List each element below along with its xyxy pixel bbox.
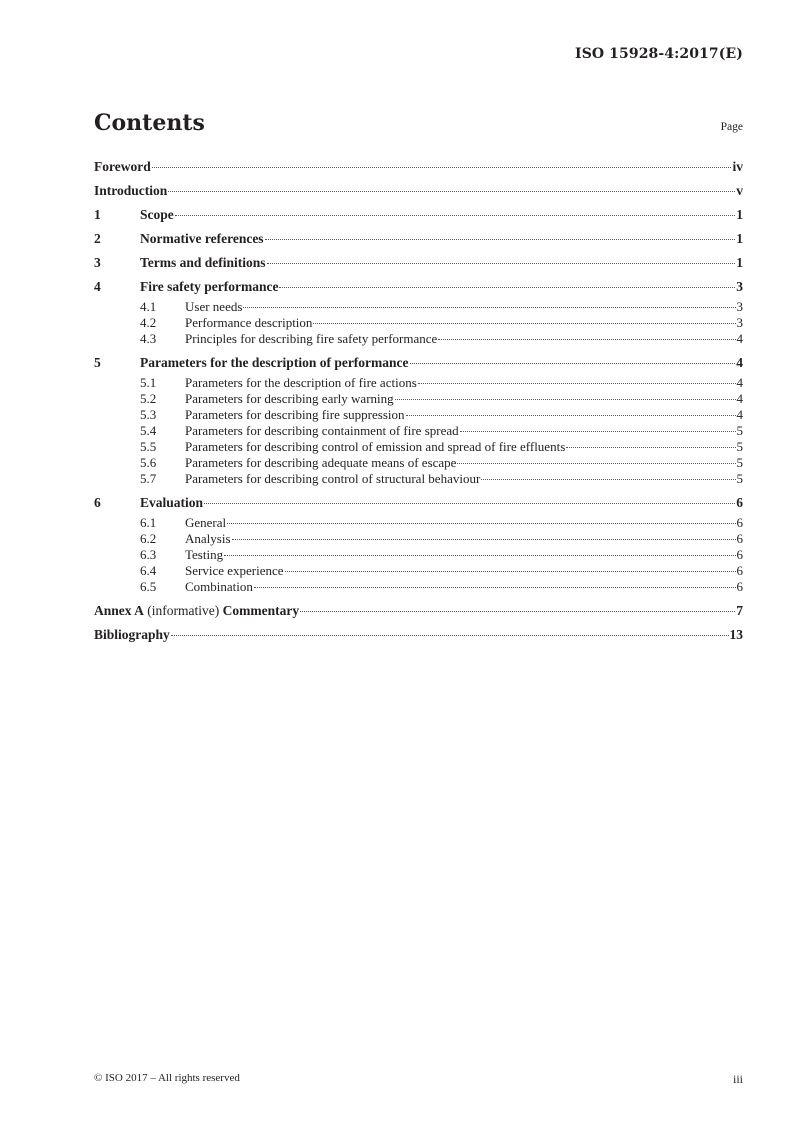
leader-dots bbox=[168, 191, 735, 192]
toc-subentry[interactable] bbox=[94, 515, 743, 531]
title-row bbox=[94, 110, 743, 136]
toc-title: Parameters for the description of fire actions bbox=[185, 375, 417, 390]
leader-dots bbox=[300, 611, 735, 612]
toc-number: 1 bbox=[94, 207, 101, 222]
toc-page: 1 bbox=[736, 231, 743, 246]
leader-dots bbox=[279, 287, 735, 288]
leader-dots bbox=[566, 447, 735, 448]
toc-title: Testing bbox=[185, 547, 224, 562]
toc-page: 6 bbox=[736, 531, 743, 546]
toc-number: 5.4 bbox=[140, 423, 157, 438]
toc-subentry[interactable] bbox=[94, 439, 743, 455]
toc-page: 1 bbox=[736, 207, 743, 222]
toc-page: 3 bbox=[736, 315, 743, 330]
toc-page: 13 bbox=[729, 627, 743, 642]
leader-dots bbox=[410, 363, 736, 364]
toc-page: 4 bbox=[736, 331, 743, 346]
toc-page: 5 bbox=[736, 439, 743, 454]
toc-page: iv bbox=[732, 159, 743, 174]
toc-title: User needs bbox=[185, 299, 243, 314]
leader-dots bbox=[395, 399, 736, 400]
toc-subentry[interactable] bbox=[94, 423, 743, 439]
toc-page: 6 bbox=[736, 579, 743, 594]
toc-subentry[interactable] bbox=[94, 407, 743, 423]
page-title: Contents bbox=[94, 110, 205, 136]
leader-dots bbox=[285, 571, 736, 572]
toc-entry-introduction[interactable] bbox=[94, 179, 743, 203]
toc-subentry[interactable] bbox=[94, 331, 743, 347]
toc-title: Scope bbox=[140, 207, 174, 222]
leader-dots bbox=[175, 215, 736, 216]
toc-number: 5.3 bbox=[140, 407, 157, 422]
toc-title: Foreword bbox=[94, 159, 151, 174]
toc-title: Principles for describing fire safety performance bbox=[185, 331, 438, 346]
toc-number: 4 bbox=[94, 279, 101, 294]
toc-subentry[interactable] bbox=[94, 315, 743, 331]
toc-title: Bibliography bbox=[94, 627, 170, 642]
toc-number: 4.1 bbox=[140, 299, 157, 314]
copyright-notice: © ISO 2017 – All rights reserved bbox=[94, 1072, 240, 1084]
toc-entry-parameters[interactable] bbox=[94, 351, 743, 375]
leader-dots bbox=[243, 307, 735, 308]
toc-title: Parameters for the description of performance bbox=[140, 355, 409, 370]
toc-page: v bbox=[736, 183, 743, 198]
leader-dots bbox=[227, 523, 735, 524]
toc-title: Terms and definitions bbox=[140, 255, 266, 270]
toc-page: 6 bbox=[736, 515, 743, 530]
toc-entry-fire-safety-performance[interactable] bbox=[94, 275, 743, 299]
toc-title: Fire safety performance bbox=[140, 279, 279, 294]
toc-page: 4 bbox=[736, 375, 743, 390]
leader-dots bbox=[152, 167, 732, 168]
leader-dots bbox=[418, 383, 736, 384]
toc-title: Parameters for describing control of structural behaviour bbox=[185, 471, 481, 486]
toc-number: 6.2 bbox=[140, 531, 157, 546]
toc-number: 5.1 bbox=[140, 375, 157, 390]
toc-subentry[interactable] bbox=[94, 455, 743, 471]
toc-page: 5 bbox=[736, 423, 743, 438]
toc-page: 6 bbox=[736, 547, 743, 562]
leader-dots bbox=[254, 587, 736, 588]
toc-page: 4 bbox=[736, 355, 743, 370]
toc-subentry[interactable] bbox=[94, 299, 743, 315]
toc-title: Combination bbox=[185, 579, 253, 594]
toc-title: Service experience bbox=[185, 563, 284, 578]
toc-number: 6.5 bbox=[140, 579, 157, 594]
toc-subentry[interactable] bbox=[94, 563, 743, 579]
toc-number: 5.2 bbox=[140, 391, 157, 406]
toc-number: 6.4 bbox=[140, 563, 157, 578]
page-number: iii bbox=[732, 1072, 743, 1086]
toc-number: 5 bbox=[94, 355, 101, 370]
toc-number: 6.3 bbox=[140, 547, 157, 562]
toc-number: 2 bbox=[94, 231, 101, 246]
leader-dots bbox=[232, 539, 736, 540]
toc-number: 5.7 bbox=[140, 471, 157, 486]
toc-entry-bibliography[interactable] bbox=[94, 623, 743, 647]
toc-subentry[interactable] bbox=[94, 471, 743, 487]
toc-title: Parameters for describing containment of fire spread bbox=[185, 423, 459, 438]
toc-number: 3 bbox=[94, 255, 101, 270]
toc-page: 4 bbox=[736, 391, 743, 406]
leader-dots bbox=[171, 635, 729, 636]
toc-subentry[interactable] bbox=[94, 579, 743, 595]
toc-page: 3 bbox=[736, 279, 743, 294]
leader-dots bbox=[204, 503, 735, 504]
toc-page: 7 bbox=[736, 603, 743, 618]
toc-page: 5 bbox=[736, 455, 743, 470]
document-id: ISO 15928-4:2017(E) bbox=[575, 46, 743, 62]
toc-subentry[interactable] bbox=[94, 375, 743, 391]
toc-title: Evaluation bbox=[140, 495, 204, 510]
leader-dots bbox=[438, 339, 735, 340]
toc-number: 6.1 bbox=[140, 515, 157, 530]
toc-title: Introduction bbox=[94, 183, 168, 198]
toc-entry-terms-and-definitions[interactable] bbox=[94, 251, 743, 275]
toc-number: 4.3 bbox=[140, 331, 157, 346]
toc-subentry[interactable] bbox=[94, 547, 743, 563]
leader-dots bbox=[457, 463, 735, 464]
toc-title: Parameters for describing control of emission and spread of fire effluents bbox=[185, 439, 566, 454]
toc-page: 6 bbox=[736, 563, 743, 578]
toc-entry-normative-references[interactable] bbox=[94, 227, 743, 251]
page-column-label: Page bbox=[720, 121, 743, 133]
toc-page: 1 bbox=[736, 255, 743, 270]
toc-subentry[interactable] bbox=[94, 531, 743, 547]
toc-number: 5.5 bbox=[140, 439, 157, 454]
toc-title: Performance description bbox=[185, 315, 313, 330]
toc-title: Parameters for describing early warning bbox=[185, 391, 394, 406]
leader-dots bbox=[481, 479, 735, 480]
toc-title: Parameters for describing fire suppression bbox=[185, 407, 405, 422]
toc-entry-evaluation[interactable] bbox=[94, 491, 743, 515]
leader-dots bbox=[224, 555, 735, 556]
toc-subentry[interactable] bbox=[94, 391, 743, 407]
leader-dots bbox=[265, 239, 736, 240]
toc-title: Normative references bbox=[140, 231, 264, 246]
toc-entry-annex-a[interactable] bbox=[94, 599, 743, 623]
toc-title: Analysis bbox=[185, 531, 231, 546]
toc-number: 6 bbox=[94, 495, 101, 510]
toc-page: 4 bbox=[736, 407, 743, 422]
annex-label: Annex A bbox=[94, 603, 144, 618]
leader-dots bbox=[313, 323, 735, 324]
toc-entry-scope[interactable] bbox=[94, 203, 743, 227]
toc-title: General bbox=[185, 515, 227, 530]
leader-dots bbox=[406, 415, 736, 416]
toc-page: 6 bbox=[736, 495, 743, 510]
toc-page: 3 bbox=[736, 299, 743, 314]
toc-number: 5.6 bbox=[140, 455, 157, 470]
toc-entry-foreword[interactable] bbox=[94, 155, 743, 179]
table-of-contents bbox=[94, 155, 743, 647]
toc-page: 5 bbox=[736, 471, 743, 486]
toc-number: 4.2 bbox=[140, 315, 157, 330]
leader-dots bbox=[267, 263, 736, 264]
toc-title: Commentary bbox=[222, 603, 300, 618]
toc-title: Parameters for describing adequate means of escape bbox=[185, 455, 457, 470]
annex-qualifier: (informative) bbox=[147, 603, 220, 618]
leader-dots bbox=[460, 431, 736, 432]
